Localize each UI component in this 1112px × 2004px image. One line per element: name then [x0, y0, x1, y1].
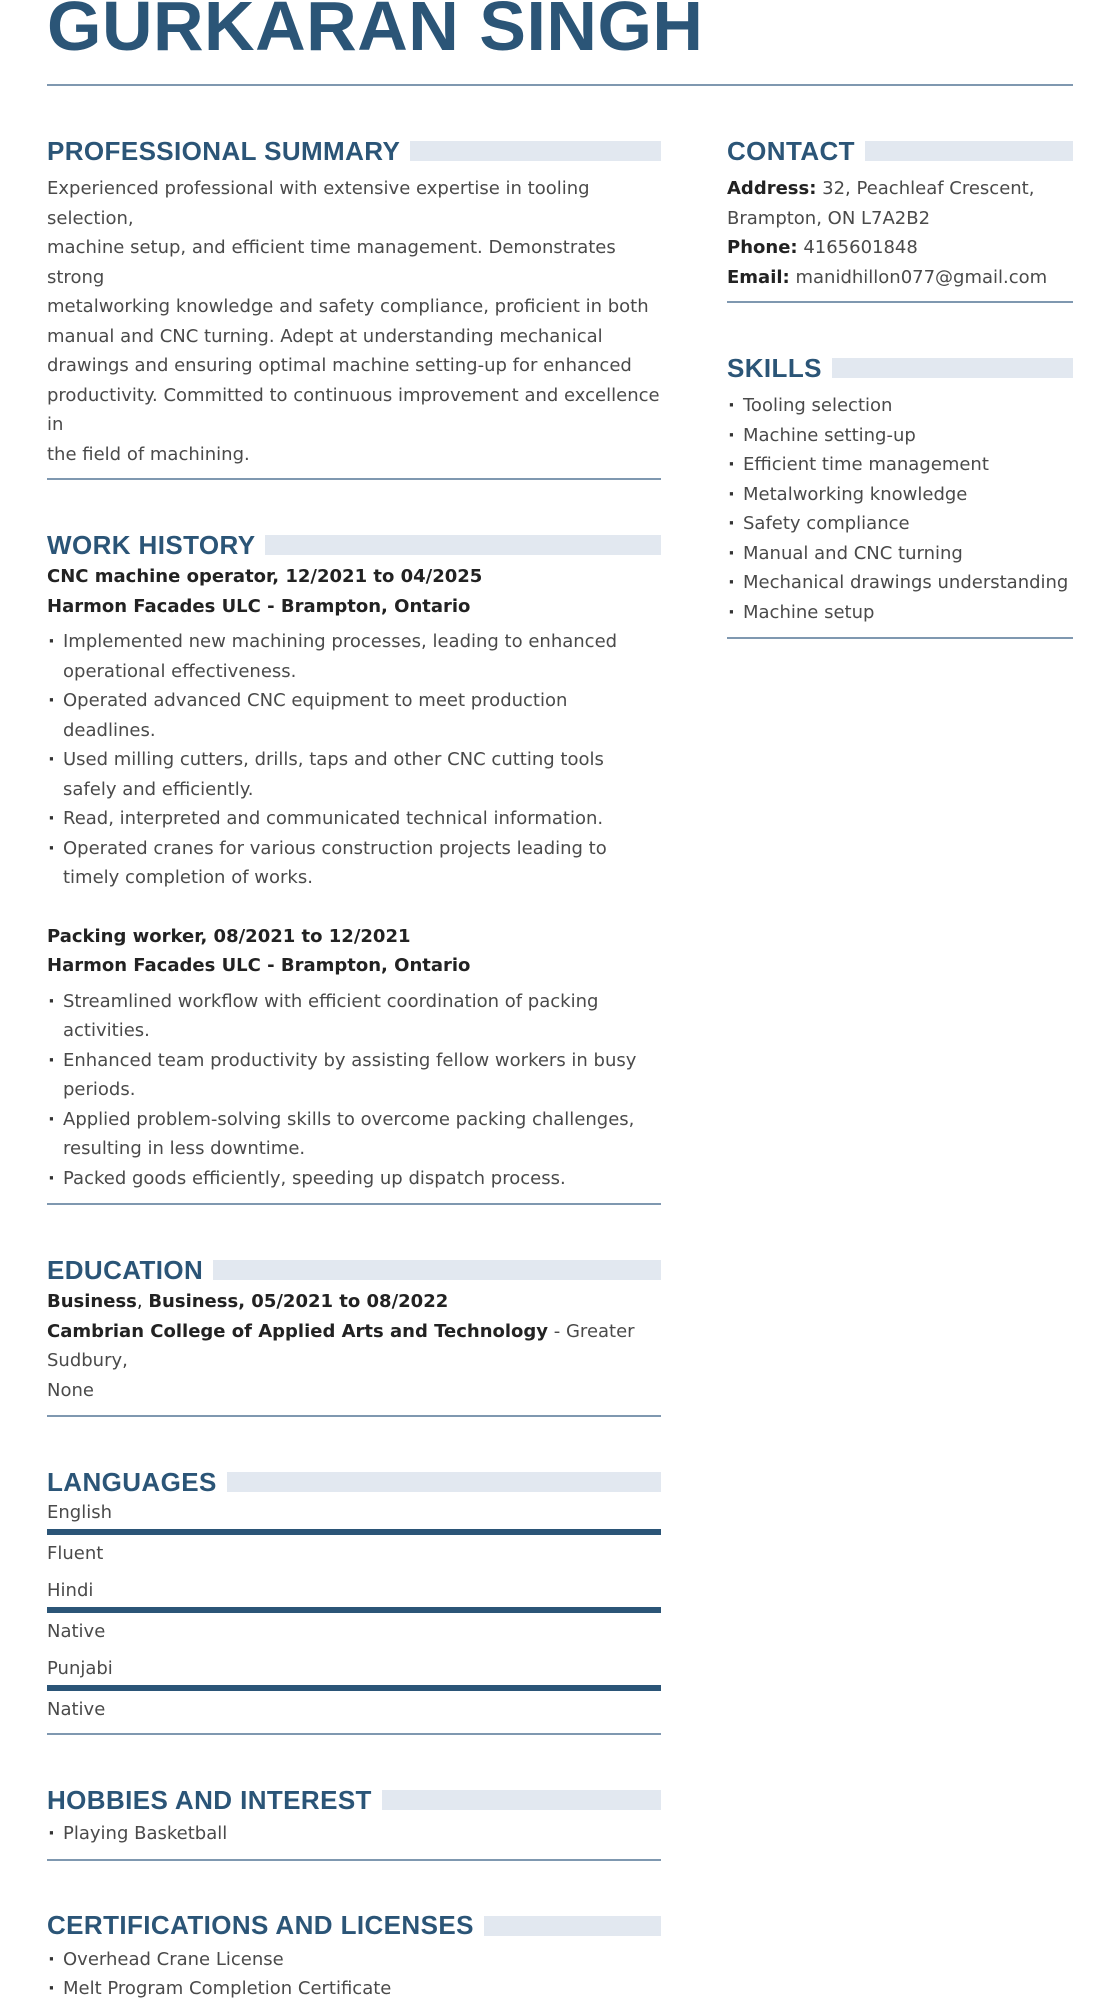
language-proficiency-bar — [47, 1607, 661, 1613]
contact-header-bar — [865, 141, 1073, 161]
hobbies-header — [47, 1783, 661, 1817]
job-dates: , 12/2021 to 04/2025 — [272, 566, 483, 587]
summary-text — [47, 174, 661, 469]
summary-line: the field of machining. — [47, 443, 250, 465]
contact-address-line — [727, 174, 1073, 204]
right-column — [727, 134, 1073, 639]
education-title: EDUCATION — [47, 1254, 204, 1285]
languages-section — [47, 1465, 661, 1735]
education-school: Cambrian College of Applied Arts and Technology — [47, 1320, 549, 1342]
job-dates: , 08/2021 to 12/2021 — [200, 925, 411, 947]
contact-title: CONTACT — [727, 135, 855, 166]
hobbies-list — [47, 1819, 661, 1849]
job-bullet: · Operated advanced CNC equipment to meet production deadlines. — [47, 686, 661, 745]
skill-item: · Efficient time management — [727, 450, 1073, 480]
certification-item: · Overhead Crane License — [47, 1945, 661, 1975]
summary-line: drawings and ensuring optimal machine setting-up for enhanced — [47, 355, 632, 376]
education-degree-line: Business, Business, 05/2021 to 08/2022 — [47, 1291, 449, 1312]
certifications-header — [47, 1909, 661, 1943]
job-role: CNC machine operator — [47, 566, 273, 587]
languages-title: LANGUAGES — [47, 1466, 217, 1497]
language-level: Native — [47, 1621, 106, 1642]
contact-header — [727, 134, 1073, 168]
summary-section — [47, 134, 661, 480]
skill-item: · Machine setup — [727, 598, 1073, 628]
certifications-section — [47, 1909, 661, 2004]
hobbies-header-bar — [382, 1790, 661, 1810]
language-name: Hindi — [47, 1580, 94, 1601]
job-bullet: · Operated cranes for various construction projects leading to timely completion of works. — [47, 834, 661, 893]
summary-line: metalworking knowledge and safety compliance, proficient in both — [47, 296, 649, 317]
contact-details — [727, 174, 1073, 292]
job-bullets — [47, 627, 661, 893]
skills-list — [727, 391, 1073, 627]
job-bullet: · Packed goods efficiently, speeding up dispatch process. — [47, 1164, 661, 1194]
contact-divider — [727, 301, 1073, 303]
certifications-header-bar — [484, 1916, 661, 1936]
job-entry — [47, 922, 661, 1194]
language-item — [47, 1577, 661, 1646]
job-company: Harmon Facades ULC - Brampton, Ontario — [47, 955, 471, 976]
skills-header-bar — [832, 358, 1073, 378]
summary-title: PROFESSIONAL SUMMARY — [47, 135, 401, 166]
email-label: Email: — [727, 266, 790, 288]
skill-item: · Metalworking knowledge — [727, 480, 1073, 510]
summary-line: Experienced professional with extensive expertise in tooling selection, — [47, 178, 590, 229]
job-bullet: · Streamlined workflow with efficient coordination of packing activities. — [47, 987, 661, 1046]
skill-item: · Manual and CNC turning — [727, 539, 1073, 569]
name-divider — [47, 84, 1073, 86]
summary-divider — [47, 478, 661, 480]
education-region: None — [47, 1379, 94, 1401]
education-field: Business — [148, 1291, 239, 1312]
education-school-line — [47, 1317, 661, 1376]
language-level: Fluent — [47, 1543, 104, 1564]
language-item — [47, 1499, 661, 1568]
phone-value: 4165601848 — [797, 237, 918, 258]
left-column — [47, 134, 661, 2004]
job-bullet: · Applied problem-solving skills to overcome packing challenges, resulting in less downtime. — [47, 1105, 661, 1164]
languages-divider — [47, 1733, 661, 1735]
skill-item: · Mechanical drawings understanding — [727, 568, 1073, 598]
education-location: - Greater Sudbury, — [47, 1320, 635, 1371]
hobbies-divider — [47, 1859, 661, 1861]
job-company: Harmon Facades ULC - Brampton, Ontario — [47, 595, 471, 617]
summary-line: productivity. Committed to continuous improvement and excellence in — [47, 384, 660, 435]
education-section — [47, 1253, 661, 1417]
skill-item: · Tooling selection — [727, 391, 1073, 421]
language-proficiency-bar — [47, 1529, 661, 1535]
education-header-bar — [213, 1260, 661, 1280]
hobbies-section — [47, 1783, 661, 1861]
summary-header-bar — [410, 141, 661, 161]
certifications-list — [47, 1945, 661, 2004]
skills-divider — [727, 637, 1073, 639]
address-value: 32, Peachleaf Crescent, — [816, 178, 1035, 199]
skill-item: · Safety compliance — [727, 509, 1073, 539]
skill-item: · Machine setting-up — [727, 421, 1073, 451]
job-title-line — [47, 562, 661, 592]
job-bullets — [47, 987, 661, 1194]
languages-header-bar — [227, 1472, 661, 1492]
work-header-bar — [265, 535, 661, 555]
job-role: Packing worker — [47, 925, 201, 947]
certifications-title: CERTIFICATIONS AND LICENSES — [47, 1910, 474, 1940]
contact-section — [727, 134, 1073, 303]
work-divider — [47, 1203, 661, 1205]
language-level: Native — [47, 1699, 106, 1720]
job-entry — [47, 562, 661, 893]
summary-line: machine setup, and efficient time management. Demonstrates strong — [47, 237, 616, 288]
contact-address-line2: Brampton, ON L7A2B2 — [727, 207, 931, 229]
education-header — [47, 1253, 661, 1287]
language-name: English — [47, 1502, 112, 1523]
skills-section — [727, 351, 1073, 639]
summary-header — [47, 134, 661, 168]
language-proficiency-bar — [47, 1685, 661, 1691]
email-value: manidhillon077@gmail.com — [789, 266, 1048, 288]
contact-phone-line — [727, 233, 1073, 263]
work-history-section — [47, 528, 661, 1205]
work-title: WORK HISTORY — [47, 529, 256, 560]
language-item — [47, 1655, 661, 1724]
education-divider — [47, 1415, 661, 1417]
languages-header — [47, 1465, 661, 1499]
summary-line: manual and CNC turning. Adept at understanding mechanical — [47, 325, 603, 347]
skills-header — [727, 351, 1073, 385]
work-header — [47, 528, 661, 562]
phone-label: Phone: — [727, 237, 798, 258]
job-title-line — [47, 922, 661, 952]
job-bullet: · Read, interpreted and communicated technical information. — [47, 804, 661, 834]
job-bullet: · Used milling cutters, drills, taps and other CNC cutting tools safely and efficiently. — [47, 745, 661, 804]
education-degree: Business — [47, 1291, 137, 1312]
candidate-name: GURKARAN SINGH — [47, 0, 704, 65]
certification-item: · Melt Program Completion Certificate — [47, 1974, 661, 2004]
hobby-item: · Playing Basketball — [47, 1819, 661, 1849]
address-label: Address: — [727, 178, 817, 199]
contact-email-line — [727, 263, 1073, 293]
hobbies-title: HOBBIES AND INTEREST — [47, 1784, 372, 1815]
job-bullet: · Implemented new machining processes, leading to enhanced operational effectiveness. — [47, 627, 661, 686]
language-name: Punjabi — [47, 1658, 113, 1679]
skills-title: SKILLS — [727, 352, 822, 383]
job-bullet: · Enhanced team productivity by assisting fellow workers in busy periods. — [47, 1046, 661, 1105]
education-dates: , 05/2021 to 08/2022 — [238, 1291, 449, 1312]
